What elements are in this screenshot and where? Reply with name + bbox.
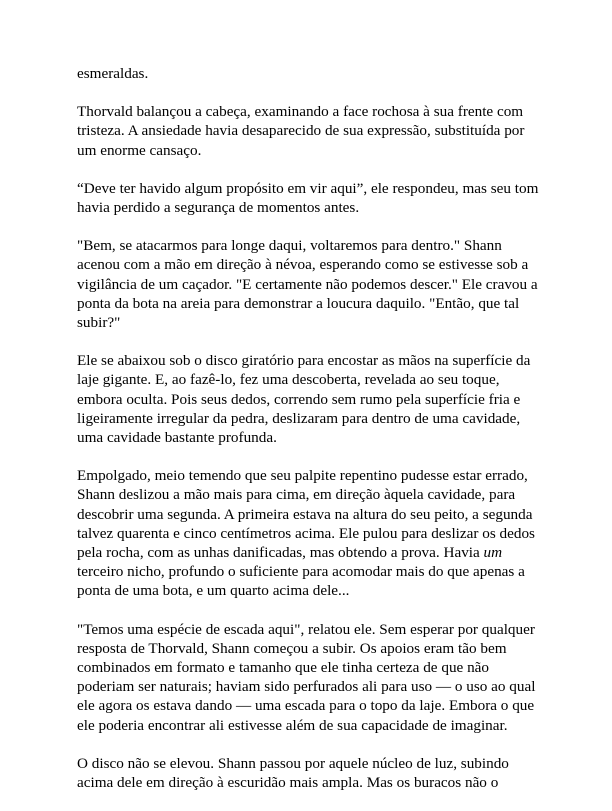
paragraph-6-end: terceiro nicho, profundo o suficiente para acomodar mais do que apenas a ponta de uma bota, e um quarto acima dele... <box>77 563 525 600</box>
paragraph-4: "Bem, se atacarmos para longe daqui, voltaremos para dentro." Shann acenou com a mão em direção à névoa, esperando como se estivesse sob a vigilância de um caçador. "E certamente não podemos descer." Ele cravou a ponta da bota na areia para demonstrar a loucura daquilo. "Então, que tal subir?" <box>77 237 538 332</box>
paragraph-6-start: Empolgado, meio temendo que seu palpite repentino pudesse estar errado, Shann deslizou a mão mais para cima, em direção àquela cavidade, para descobrir uma segunda. A primeira estava na altura do seu peito, a segunda talvez quarenta e cinco centímetros acima. Ele pulou para deslizar os dedos pela rocha, com as unhas danificadas, mas obtendo a prova. Havia <box>77 467 535 562</box>
paragraph-3: “Deve ter havido algum propósito em vir aqui”, ele respondeu, mas seu tom havia perdido a segurança de momentos antes. <box>77 179 539 217</box>
paragraph-7: "Temos uma espécie de escada aqui", relatou ele. Sem esperar por qualquer resposta de Thorvald, Shann começou a subir. Os apoios eram tão bem combinados em formato e tamanho que ele tinha certeza de que não poderiam ser naturais; haviam sido perfurados ali para uso — o uso ao qual ele agora os estava dando — uma escada para o topo da laje. Embora o que ele poderia encontrar ali estivesse além de sua capacidade de imaginar. <box>77 620 536 734</box>
paragraph-2: Thorvald balançou a cabeça, examinando a face rochosa à sua frente com tristeza. A ansiedade havia desaparecido de sua expressão, substituída por um enorme cansaço. <box>77 103 525 159</box>
paragraph-1: esmeraldas. <box>77 65 149 82</box>
paragraph-6-italic: um <box>483 544 503 562</box>
paragraph-5: Ele se abaixou sob o disco giratório para encostar as mãos na superfície da laje gigante. E, ao fazê-lo, fez uma descoberta, revelada ao seu toque, embora oculta. Pois seus dedos, correndo sem rumo pela superfície fria e ligeiramente irregular da pedra, deslizaram para dentro de uma cavidade, uma cavidade bastante profunda. <box>77 352 531 447</box>
body-text <box>77 64 543 811</box>
paragraph-6 <box>77 466 543 600</box>
paragraph-8: O disco não se elevou. Shann passou por aquele núcleo de luz, subindo acima dele em direção à escuridão mais ampla. Mas os buracos não o <box>77 754 509 792</box>
